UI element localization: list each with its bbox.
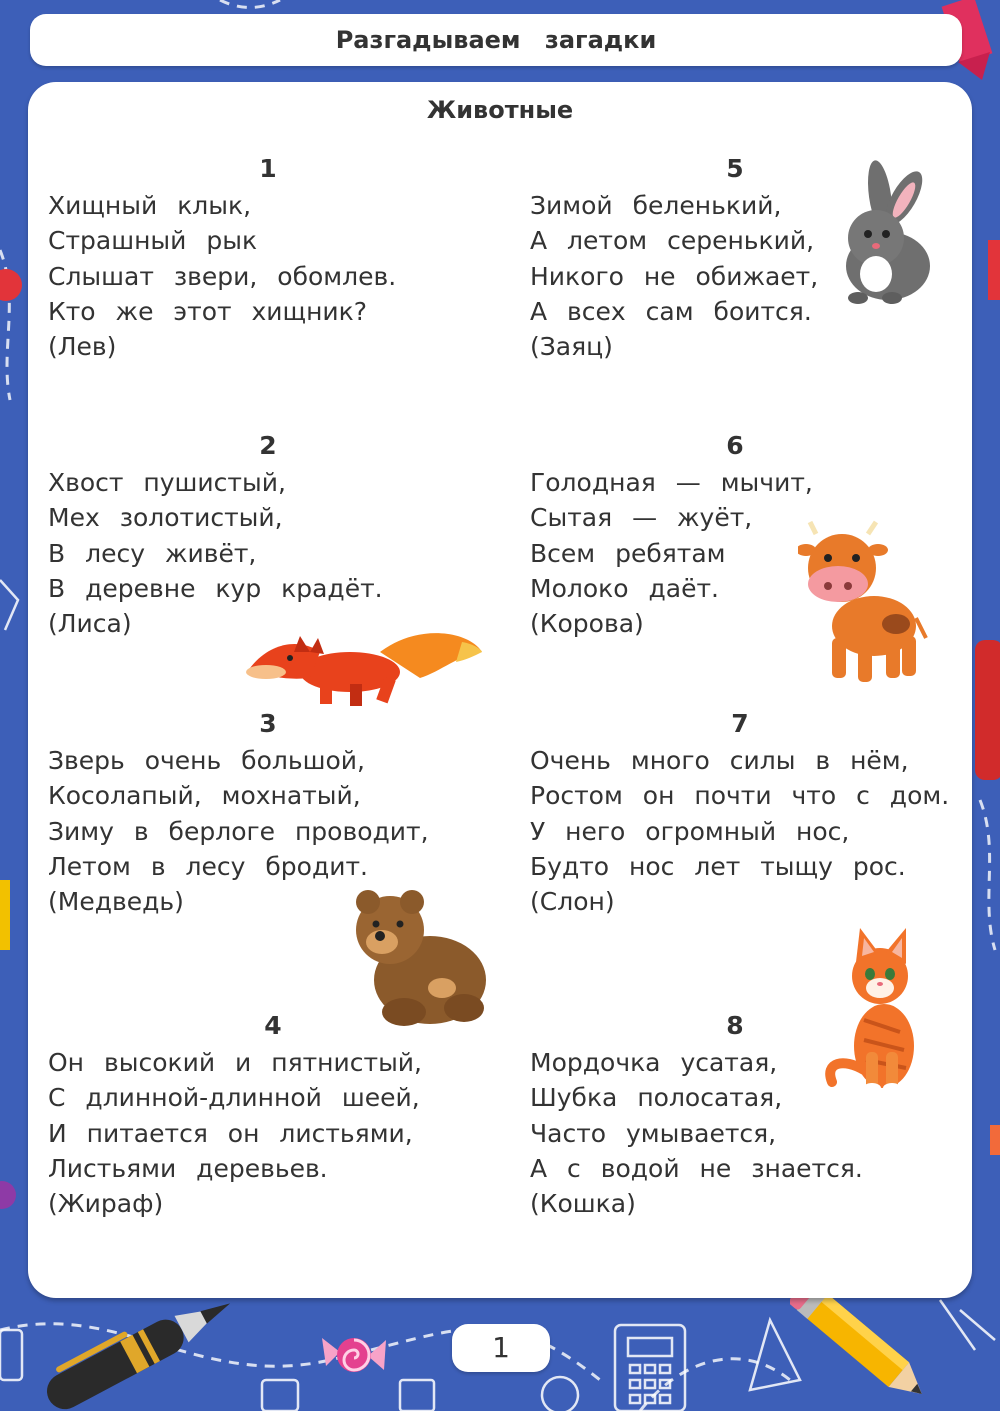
riddle-answer: (Лев) [48,332,117,362]
riddle-line: Зиму в берлоге проводит, [48,816,429,846]
candy-illustration [318,1326,390,1386]
riddle-2 [48,427,488,641]
riddle-line: Мех золотистый, [48,503,283,533]
riddle-number: 6 [726,431,744,460]
riddle-answer: (Корова) [530,609,644,639]
riddle-number: 3 [259,709,277,738]
riddle-line: Зимой беленький, [530,191,782,220]
riddle-line: Голодная — мычит, [530,468,813,497]
riddle-line: Зверь очень большой, [48,746,365,775]
riddle-number: 2 [259,431,277,460]
pencil-illustration [790,1280,940,1411]
riddle-line: С длинной-длинной шеей, [48,1083,420,1113]
riddle-line: Слышат звери, обомлев. [48,261,397,291]
riddle-line: Никого не обижает, [530,261,819,291]
riddle-line: Всем ребятам [530,538,726,568]
riddle-line: Косолапый, мохнатый, [48,781,361,811]
riddle-answer: (Кошка) [530,1189,636,1219]
riddle-number: 5 [726,154,744,183]
riddle-line: Хвост пушистый, [48,468,286,497]
cat-illustration [824,922,928,1094]
bear-illustration [346,882,488,1032]
section-title: Животные [426,96,574,124]
riddle-line: А летом серенький, [530,226,815,256]
riddle-line: И питается он листьями, [48,1118,413,1148]
riddle-7 [530,705,950,919]
riddle-number: 8 [726,1011,744,1040]
riddle-line: Ростом он почти что с дом. [530,781,950,811]
rabbit-illustration [828,154,938,306]
riddle-answer: (Медведь) [48,887,184,917]
fountain-pen-illustration [26,1290,246,1411]
riddle-number: 4 [264,1011,282,1040]
riddle-line: Шубка полосатая, [530,1083,783,1113]
riddle-line: Летом в лесу бродит. [48,851,368,881]
riddle-line: Кто же этот хищник? [48,296,368,326]
riddle-answer: (Жираф) [48,1189,164,1219]
riddle-answer: (Слон) [530,887,615,917]
riddles-card [28,82,972,1298]
riddle-line: А с водой не знается. [530,1153,863,1183]
riddle-answer: (Заяц) [530,332,613,362]
riddle-answer: (Лиса) [48,609,132,639]
riddle-line: Листьями деревьев. [48,1153,328,1183]
riddle-line: Очень много силы в нём, [530,746,909,775]
riddle-line: А всех сам боится. [530,296,812,326]
riddle-line: Будто нос лет тыщу рос. [530,851,906,881]
riddle-1 [48,150,488,364]
riddle-line: В деревне кур крадёт. [48,573,383,603]
riddle-number: 1 [259,154,277,183]
riddle-line: Мордочка усатая, [530,1048,778,1077]
riddle-number: 7 [731,709,749,738]
riddle-line: Хищный клык, [48,191,252,220]
fox-illustration [230,612,486,712]
riddle-4 [48,1007,498,1221]
page-number: 1 [452,1324,550,1372]
header-bar [30,14,962,66]
riddle-line: У него огромный нос, [530,816,850,846]
riddle-line: В лесу живёт, [48,538,257,568]
header-title: Разгадываем загадки [335,26,657,54]
riddle-line: Он высокий и пятнистый, [48,1048,423,1077]
cow-illustration [798,518,928,690]
riddle-line: Молоко даёт. [530,573,719,603]
riddle-line: Сытая — жуёт, [530,503,753,533]
riddle-line: Часто умывается, [530,1118,777,1148]
riddle-line: Страшный рык [48,226,258,256]
